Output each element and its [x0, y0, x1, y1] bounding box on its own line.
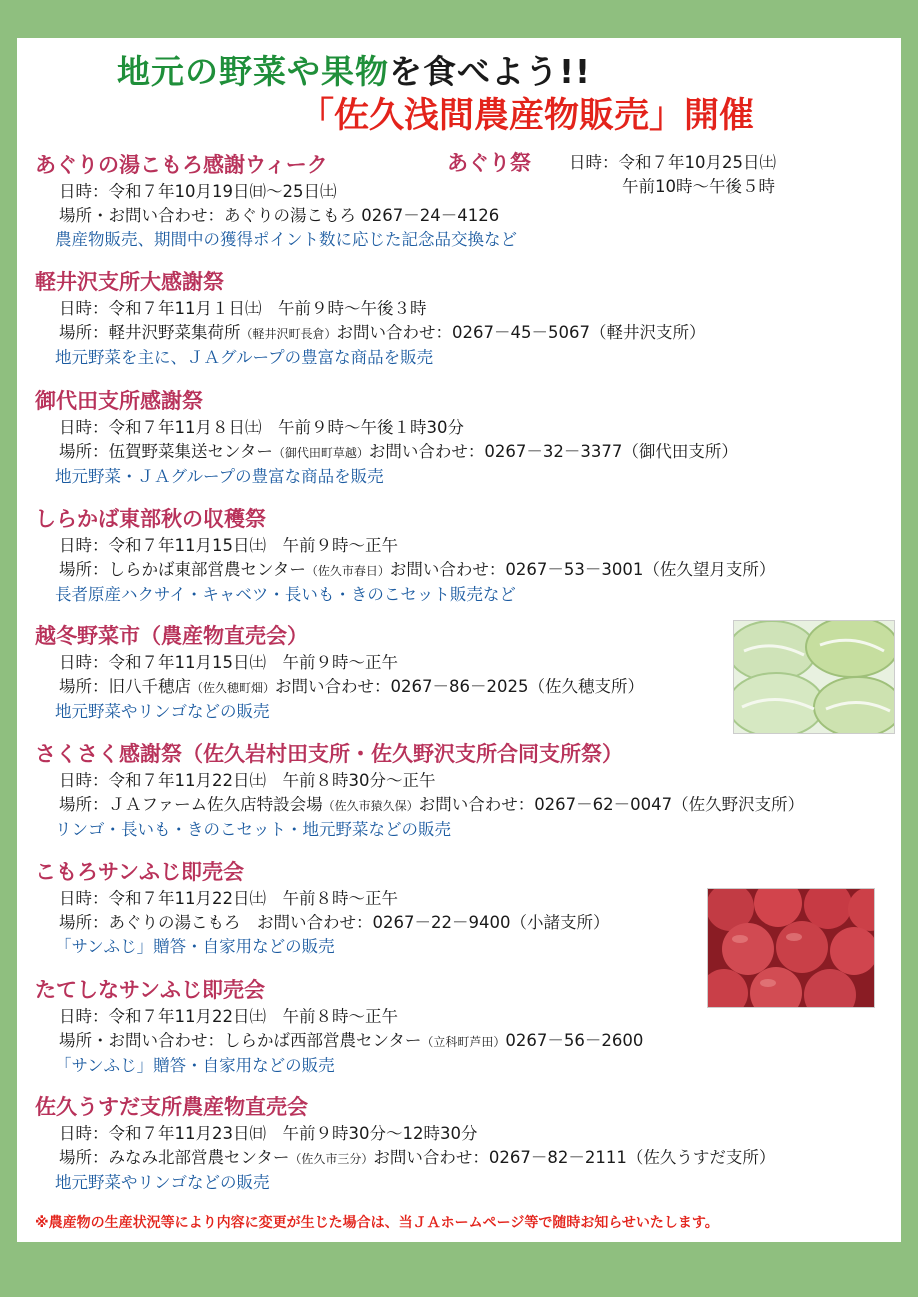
event-sakusaku [35, 739, 895, 842]
apple-photo [707, 888, 875, 1008]
apples-illustration [708, 889, 874, 1007]
event-place: 場所：ＪＡファーム佐久店特設会場（佐久市猿久保）お問い合わせ：0267－62－0047（佐久野沢支所） [59, 795, 805, 814]
event-description: 農産物販売、期間中の獲得ポイント数に応じた記念品交換など [55, 230, 517, 249]
flyer-page [17, 38, 901, 1242]
event-date: 日時：令和７年11月23日㈰ 午前９時30分～12時30分 [59, 1124, 478, 1143]
event-date: 日時：令和７年11月22日㈯ 午前８時30分～正午 [59, 771, 436, 790]
main-title [117, 46, 591, 93]
aside-date: 日時：令和７年10月25日㈯ [569, 153, 776, 172]
event-place: 場所・お問い合わせ：しらかば西部営農センター（立科町芦田）0267－56－2600 [59, 1031, 644, 1050]
event-title: あぐりの湯こもろ感謝ウィーク [35, 153, 328, 177]
event-title: 軽井沢支所大感謝祭 [35, 270, 224, 294]
event-date: 日時：令和７年11月８日㈯ 午前９時～午後１時30分 [59, 418, 464, 437]
cabbage-illustration [734, 621, 894, 733]
event-title: こもろサンふじ即売会 [35, 860, 244, 884]
title-green-part: 地元の野菜や果物 [117, 52, 389, 91]
event-title: さくさく感謝祭（佐久岩村田支所・佐久野沢支所合同支所祭） [35, 742, 623, 766]
event-description: 長者原産ハクサイ・キャベツ・長いも・きのこセット販売など [55, 585, 516, 604]
event-title: 御代田支所感謝祭 [35, 389, 203, 413]
event-place: 場所：旧八千穂店（佐久穂町畑）お問い合わせ：0267－86－2025（佐久穂支所） [59, 677, 644, 696]
aside-time: 午前10時～午後５時 [622, 177, 775, 196]
aside-title: あぐり祭 [447, 151, 531, 175]
event-shirakaba-tobu [35, 504, 895, 607]
event-description: 「サンふじ」贈答・自家用などの販売 [55, 1056, 335, 1075]
event-place: 場所：あぐりの湯こもろ お問い合わせ：0267－22－9400（小諸支所） [59, 913, 610, 932]
event-title: たてしなサンふじ即売会 [35, 978, 265, 1002]
event-date: 日時：令和７年11月15日㈯ 午前９時～正午 [59, 653, 398, 672]
event-title: 越冬野菜市（農産物直売会） [35, 624, 308, 648]
event-title: しらかば東部秋の収穫祭 [35, 507, 266, 531]
event-place: 場所：伍賀野菜集送センター（御代田町草越）お問い合わせ：0267－32－3377（御代田支所） [59, 442, 738, 461]
event-place: 場所：みなみ北部営農センター（佐久市三分）お問い合わせ：0267－82－2111（佐久うすだ支所） [59, 1148, 776, 1167]
event-description: 地元野菜やリンゴなどの販売 [55, 1173, 270, 1192]
footer-note: ※農産物の生産状況等により内容に変更が生じた場合は、当ＪＡホームページ等で随時お知らせいたします。 [35, 1215, 719, 1231]
cabbage-photo [733, 620, 895, 734]
subtitle: 「佐久浅間農産物販売」開催 [299, 96, 755, 136]
event-place: 場所・お問い合わせ：あぐりの湯こもろ 0267－24－4126 [59, 206, 500, 225]
event-miyota [35, 386, 895, 489]
event-description: 「サンふじ」贈答・自家用などの販売 [55, 937, 335, 956]
event-date: 日時：令和７年11月１日㈯ 午前９時～午後３時 [59, 299, 427, 318]
event-date: 日時：令和７年11月22日㈯ 午前８時～正午 [59, 889, 398, 908]
event-description: 地元野菜を主に、ＪＡグループの豊富な商品を販売 [55, 348, 434, 367]
event-date: 日時：令和７年11月22日㈯ 午前８時～正午 [59, 1007, 398, 1026]
event-place: 場所：軽井沢野菜集荷所（軽井沢町長倉）お問い合わせ：0267－45－5067（軽井沢支所） [59, 323, 706, 342]
event-place: 場所：しらかば東部営農センター（佐久市春日）お問い合わせ：0267－53－3001（佐久望月支所） [59, 560, 776, 579]
title-black-part: を食べよう!! [389, 52, 592, 91]
event-usuda [35, 1092, 895, 1195]
event-description: 地元野菜・ＪＡグループの豊富な商品を販売 [55, 467, 384, 486]
event-date: 日時：令和７年10月19日㈰～25日㈯ [59, 182, 337, 201]
event-title: 佐久うすだ支所農産物直売会 [35, 1095, 308, 1119]
event-date: 日時：令和７年11月15日㈯ 午前９時～正午 [59, 536, 398, 555]
event-karuizawa [35, 267, 895, 370]
event-description: 地元野菜やリンゴなどの販売 [55, 702, 270, 721]
event-description: リンゴ・長いも・きのこセット・地元野菜などの販売 [55, 820, 451, 839]
